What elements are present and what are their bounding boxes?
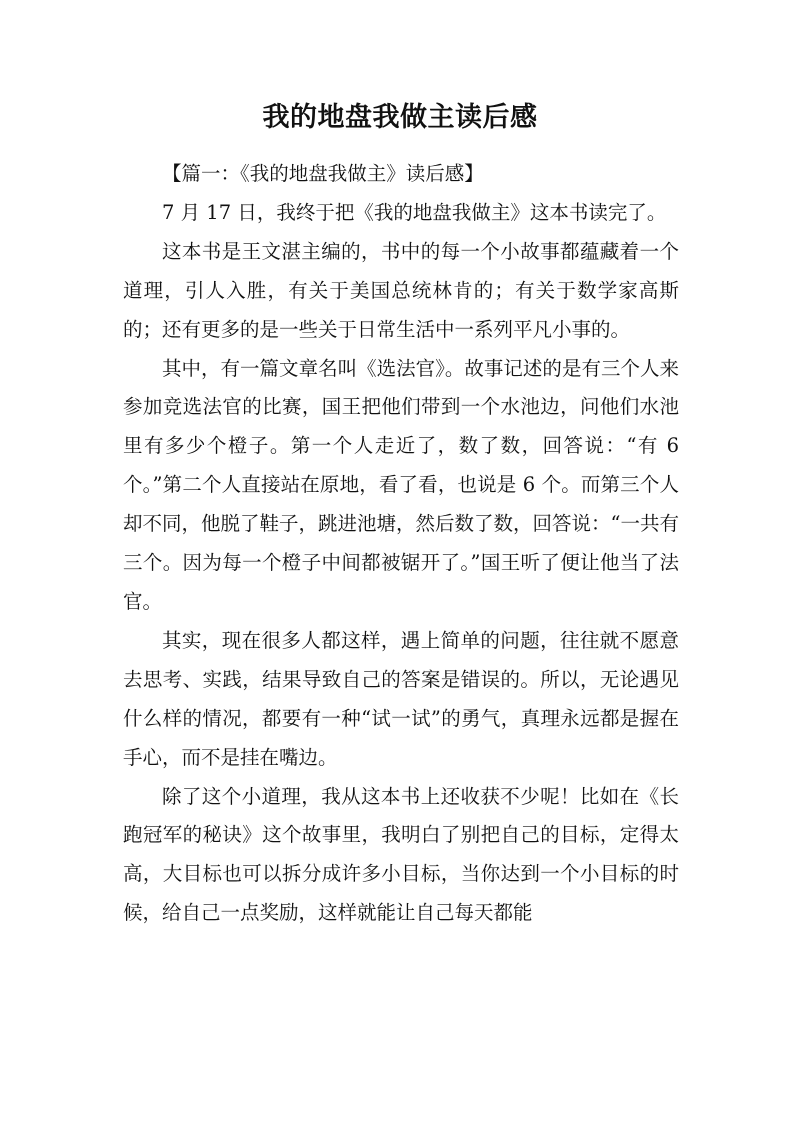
section-heading: 【篇一：《我的地盘我做主》读后感】 (162, 162, 484, 185)
document-title: 我的地盘我做主读后感 (262, 102, 538, 133)
paragraph-4: 其实，现在很多人都这样，遇上简单的问题，往往就不愿意去思考、实践，结果导致自己的答案是错误的。所以，无论遇见什么样的情况，都要有一种“试一试”的勇气，真理永远都是握在手心，而不是挂在嘴边。 (123, 628, 679, 769)
paragraph-1: 7 月 17 日，我终于把《我的地盘我做主》这本书读完了。 (162, 200, 667, 224)
paragraph-5: 除了这个小道理，我从这本书上还收获不少呢！比如在《长跑冠军的秘诀》这个故事里，我明白了别把自己的目标，定得太高，大目标也可以拆分成许多小目标，当你达到一个小目标的时候，给自己一点奖励，这样就能让自己每天都能 (123, 784, 679, 925)
document-body (123, 155, 679, 933)
paragraph-2: 这本书是王文湛主编的，书中的每一个小故事都蕴藏着一个道理，引人入胜，有关于美国总统林肯的；有关于数学家高斯的；还有更多的是一些关于日常生活中一系列平凡小事的。 (123, 239, 679, 341)
paragraph-3: 其中，有一篇文章名叫《选法官》。故事记述的是有三个人来参加竞选法官的比赛，国王把他们带到一个水池边，问他们水池里有多少个橙子。第一个人走近了，数了数，回答说：“有 6 个。”第二个人直接站在原地，看了看，也说是 6 个。而第三个人却不同，他脱了鞋子，跳进池塘，然后数了数，回答说：“一共有三个。因为每一个橙子中间都被锯开了。”国王听了便让他当了法官。 (123, 356, 679, 613)
